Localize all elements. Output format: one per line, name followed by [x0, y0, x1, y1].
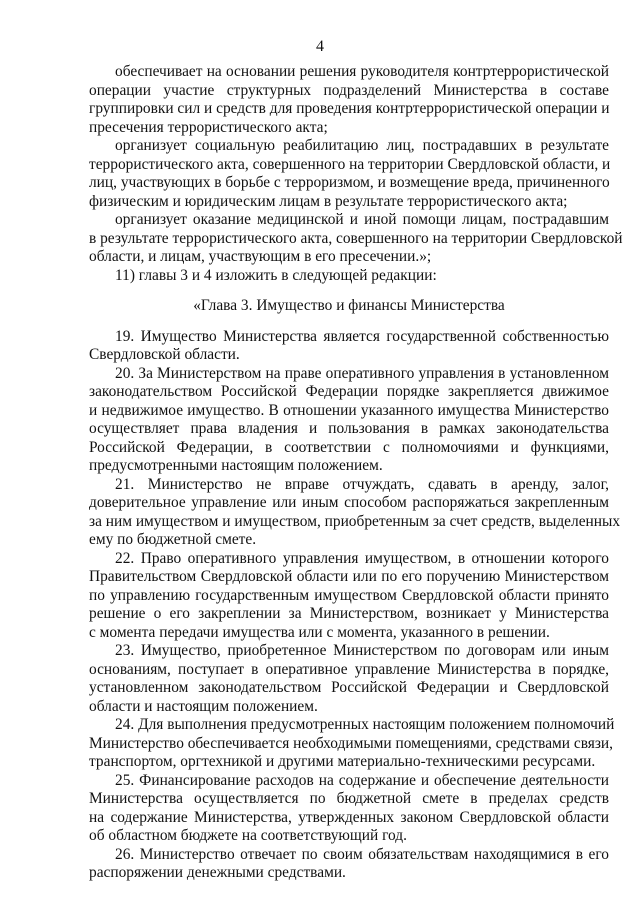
text-line: области, и лицам, участвующим в его пресечении.»; [89, 248, 432, 265]
text-line: с момента передачи имущества или с момента, указанного в решении. [89, 623, 550, 641]
paragraph [89, 211, 623, 267]
text-line: за ним имуществом и имуществом, приобретенным за счет средств, выделенных [89, 512, 621, 530]
text-line: и недвижимое имущество. В отношении указанного имущества Министерство [89, 401, 609, 419]
text-line: на содержание Министерства, утвержденных законом Свердловской области [89, 808, 609, 826]
text-line: ему по бюджетной смете. [89, 531, 257, 548]
spacer [89, 285, 609, 297]
text-line: 21. Министерство не вправе отчуждать, сдавать в аренду, залог, [115, 475, 609, 493]
text-line: установленном законодательством Российской Федерации и Свердловской [89, 679, 609, 696]
spacer [89, 316, 609, 328]
text-line: пресечения террористического акта; [89, 118, 328, 136]
text-line: по управлению государственным имуществом Свердловской области принято [89, 586, 609, 604]
text-line: 25. Финансирование расходов на содержание и обеспечение деятельности [115, 771, 609, 789]
numbered-item [89, 475, 621, 550]
text-line: террористического акта, совершенного на территории Свердловской области, и [89, 155, 611, 173]
document-body [89, 63, 623, 883]
text-line: организует социальную реабилитацию лиц, пострадавших в результате [115, 137, 609, 154]
text-line: организует оказание медицинской и иной помощи лицам, пострадавшим [115, 211, 609, 228]
paragraph [89, 137, 609, 211]
numbered-item [89, 328, 609, 365]
numbered-item [89, 642, 609, 716]
text-line: осуществляет права владения и пользования в рамках законодательства [89, 420, 609, 437]
text-line: группировки сил и средств для проведения контртеррористической операции и [89, 100, 610, 117]
text-line: лиц, участвующих в борьбе с терроризмом, и возмещение вреда, причиненного [89, 174, 610, 191]
paragraph [89, 267, 609, 286]
numbered-item [89, 846, 609, 883]
page-number: 4 [316, 38, 324, 55]
text-line: 22. Право оперативного управления имуществом, в отношении которого [115, 549, 609, 567]
text-line: решение о его закреплении за Министерством, возникает у Министерства [89, 605, 609, 622]
text-line: об областном бюджете на соответствующий год. [89, 827, 407, 844]
numbered-item [89, 772, 609, 846]
text-line: доверительное управление или иным способом распоряжаться закрепленным [89, 494, 609, 511]
paragraph [89, 63, 609, 137]
text-line: Правительством Свердловской области или по его поручению Министерством [89, 568, 609, 585]
text-line: в результате террористического акта, совершенного на территории Свердловской [89, 229, 623, 247]
text-line: области и настоящим положением. [89, 697, 318, 715]
text-line: 26. Министерство отвечает по своим обязательствам находящимися в его [115, 845, 609, 863]
numbered-item [89, 365, 609, 476]
text-line: физическим и юридическим лицам в результате террористического акта; [89, 192, 568, 210]
text-line: 19. Имущество Министерства является государственной собственностью [115, 327, 609, 345]
text-line: 23. Имущество, приобретенное Министерством по договорам или иным [115, 642, 609, 659]
text-line: основаниям, поступает в оперативное управление Министерства в порядке, [89, 660, 609, 678]
text-line: обеспечивает на основании решения руководителя контртеррористической [115, 63, 609, 80]
text-line: транспортом, оргтехникой и другими материально-техническими ресурсами. [89, 753, 596, 770]
text-line: операции участие структурных подразделений Министерства в составе [89, 81, 609, 99]
text-line: Министерства осуществляется по бюджетной смете в пределах средств [89, 790, 609, 807]
text-line: 11) главы 3 и 4 изложить в следующей редакции: [115, 266, 437, 284]
text-line: 20. За Министерством на праве оперативного управления в установленном [115, 364, 609, 382]
text-line: 24. Для выполнения предусмотренных настоящим положением полномочий [115, 716, 615, 733]
text-line: Министерство обеспечивается необходимыми помещениями, средствами связи, [89, 734, 614, 752]
chapter-heading: «Глава 3. Имущество и финансы Министерства [193, 297, 505, 314]
text-line: Свердловской области. [89, 346, 240, 363]
numbered-item [89, 716, 615, 772]
text-line: распоряжении денежными средствами. [89, 864, 346, 881]
numbered-item [89, 550, 609, 643]
text-line: Российской Федерации, в соответствии с полномочиями и функциями, [89, 438, 609, 456]
text-line: предусмотренными настоящим положением. [89, 457, 383, 474]
text-line: законодательством Российской Федерации порядке закрепляется движимое [89, 383, 609, 400]
